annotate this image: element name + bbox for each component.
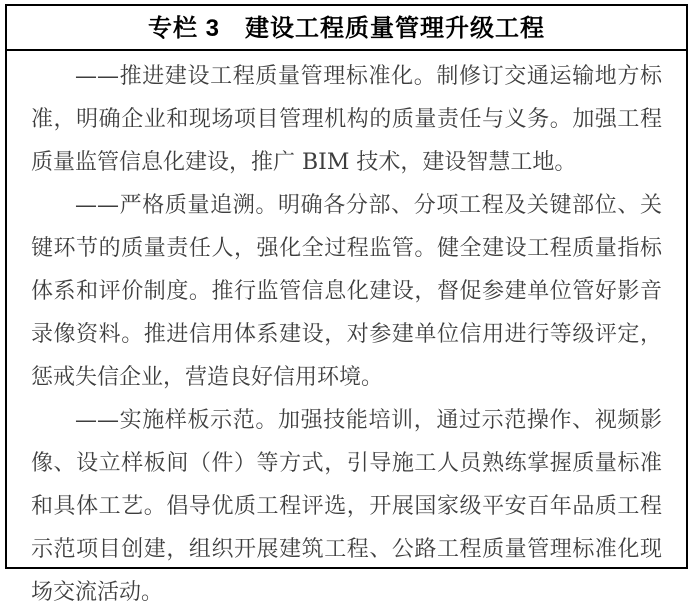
paragraph-quality-standardization: ——推进建设工程质量管理标准化。制修订交通运输地方标准，明确企业和现场项目管理机构的质量责任与义务。加强工程质量监管信息化建设，推广 BIM 技术，建设智慧工地。 <box>31 64 662 175</box>
column-box <box>5 4 688 605</box>
column-box-title: 专栏 3 建设工程质量管理升级工程 <box>7 6 686 51</box>
paragraph-quality-traceability: ——严格质量追溯。明确各分部、分项工程及关键部位、关键环节的质量责任人，强化全过程监管。健全建设工程质量指标体系和评价制度。推行监管信息化建设，督促参建单位管好影音录像资料。推进信用体系建设，对参建单位信用进行等级评定，惩戒失信企业，营造良好信用环境。 <box>31 193 662 390</box>
paragraph-model-demonstration: ——实施样板示范。加强技能培训，通过示范操作、视频影像、设立样板间（件）等方式，引导施工人员熟练掌握质量标准和具体工艺。倡导优质工程评选，开展国家级平安百年品质工程示范项目创建，组织开展建筑工程、公路工程质量管理标准化现场交流活动。 <box>31 408 662 605</box>
column-box-body <box>7 51 686 614</box>
